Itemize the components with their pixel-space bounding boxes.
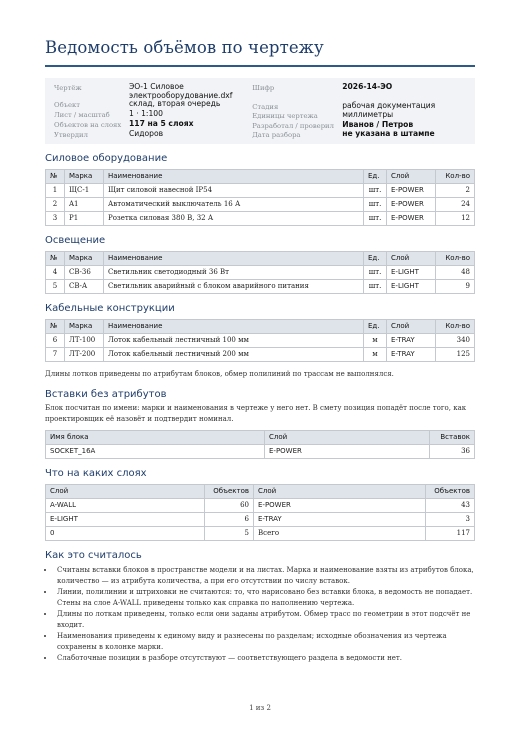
table-header-row [46, 430, 475, 444]
table-row [46, 211, 475, 225]
table-row [46, 512, 475, 526]
power-table [45, 169, 475, 226]
table-header-row [46, 169, 475, 183]
cell-mark: ЛТ-100 [65, 333, 104, 347]
cell-name: Светильник светодиодный 36 Вт [104, 265, 364, 279]
cell-no: 4 [46, 265, 65, 279]
cell-unit: шт. [364, 265, 387, 279]
cell-qty: 9 [436, 279, 475, 293]
col-header: № [46, 251, 65, 265]
cell-mark: СВ-А [65, 279, 104, 293]
cell-qty: 125 [436, 347, 475, 361]
cell-no: 3 [46, 211, 65, 225]
cell-name: Автоматический выключатель 16 А [104, 197, 364, 211]
col-header: Наименование [104, 251, 364, 265]
table-row [46, 526, 475, 540]
table-row [46, 498, 475, 512]
page-number: 1 из 2 [249, 704, 271, 712]
meta-value: рабочая документация [342, 100, 436, 110]
cell-unit: м [364, 333, 387, 347]
cell-layer: E-LIGHT [387, 279, 436, 293]
section-title-power: Силовое оборудование [45, 152, 168, 164]
cell-qty: 48 [436, 265, 475, 279]
layers-table [45, 484, 475, 541]
meta-value: 2026-14-ЭО [342, 82, 393, 91]
title-rule [45, 65, 475, 67]
col-header: Объектов [205, 484, 254, 498]
col-header: Ед. [364, 169, 387, 183]
cell-mark: СВ-36 [65, 265, 104, 279]
col-header: Вставок [430, 430, 475, 444]
method-list [45, 565, 475, 664]
col-header: Марка [65, 251, 104, 265]
cell-layer: E-LIGHT [387, 265, 436, 279]
meta-block [45, 78, 475, 144]
col-header: Кол-во [436, 319, 475, 333]
col-header: Слой [387, 251, 436, 265]
cell-name: Щит силовой навесной IP54 [104, 183, 364, 197]
col-header: Ед. [364, 319, 387, 333]
meta-key: Единицы чертежа [252, 112, 318, 120]
col-header: Слой [265, 430, 430, 444]
page-title: Ведомость объёмов по чертежу [45, 38, 324, 57]
cell-unit: шт. [364, 197, 387, 211]
cell-no: 1 [46, 183, 65, 197]
meta-right [252, 83, 466, 140]
cell-mark: P1 [65, 211, 104, 225]
noattr-table [45, 430, 475, 459]
meta-value: 117 на 5 слоях [129, 118, 194, 128]
cell-layer: 0 [46, 526, 205, 540]
meta-value: миллиметры [342, 110, 394, 119]
list-item: • Линии, полилинии и штриховки не считаются: то, что нарисовано без вставки блока, в ведомость не попадает. Стены на слое A-WALL приведены только как справка по наполнению чертежа. [55, 587, 475, 609]
cell-layer: A-WALL [46, 498, 205, 512]
section-title-cable: Кабельные конструкции [45, 302, 175, 314]
cell-no: 5 [46, 279, 65, 293]
cell-inserts: 36 [430, 444, 475, 458]
meta-key: Объектов на слоях [54, 120, 122, 129]
meta-key: Чертёж [54, 84, 82, 92]
section-title-noattr: Вставки без атрибутов [45, 388, 167, 400]
cell-layer: E-TRAY [254, 512, 426, 526]
cell-qty: 24 [436, 197, 475, 211]
table-header-row [46, 484, 475, 498]
cell-layer: E-POWER [387, 197, 436, 211]
table-header-row [46, 251, 475, 265]
cell-count: 43 [426, 498, 475, 512]
meta-key: Разработал / проверил [252, 121, 334, 130]
list-item: • Слаботочные позиции в разборе отсутствуют — соответствующего раздела в ведомости нет. [55, 653, 475, 664]
table-row [46, 333, 475, 347]
meta-value: Сидоров [129, 128, 164, 138]
list-item: • Наименования приведены к единому виду и разнесены по разделам; исходные обозначения из чертежа сохранены в колонке марки. [55, 631, 475, 653]
light-table [45, 251, 475, 294]
cell-no: 7 [46, 347, 65, 361]
section-title-light: Освещение [45, 234, 106, 246]
meta-value: склад, вторая очередь [129, 99, 221, 109]
table-header-row [46, 319, 475, 333]
cable-table [45, 319, 475, 362]
cell-count: 3 [426, 512, 475, 526]
col-header: Объектов [426, 484, 475, 498]
cell-total-label: Всего [254, 526, 426, 540]
cell-qty: 340 [436, 333, 475, 347]
cell-block-name: SOCKET_16A [46, 444, 265, 458]
table-row [46, 265, 475, 279]
meta-value: ЭО-1 Силовое электрооборудование.dxf [129, 82, 233, 100]
col-header: Наименование [104, 169, 364, 183]
col-header: Слой [387, 169, 436, 183]
meta-value: Иванов / Петров [342, 119, 414, 129]
cell-name: Лоток кабельный лестничный 200 мм [104, 347, 364, 361]
cell-unit: м [364, 347, 387, 361]
noattr-text: Блок посчитан по имени: марки и наименования в чертеже у него нет. В смету позиция попадёт после того, как проектировщик её назовёт и подтвердит номинал. [45, 403, 467, 423]
meta-key: Лист / масштаб [54, 111, 110, 120]
cell-name: Лоток кабельный лестничный 100 мм [104, 333, 364, 347]
col-header: Марка [65, 169, 104, 183]
table-row [46, 444, 475, 458]
meta-key: Дата разбора [252, 131, 301, 139]
cell-unit: шт. [364, 279, 387, 293]
col-header: Наименование [104, 319, 364, 333]
col-header: Ед. [364, 251, 387, 265]
cell-name: Светильник аварийный с блоком аварийного питания [104, 279, 364, 293]
meta-value: не указана в штампе [342, 129, 435, 138]
cell-layer: E-TRAY [387, 347, 436, 361]
cell-count: 6 [205, 512, 254, 526]
cell-no: 2 [46, 197, 65, 211]
col-header: № [46, 319, 65, 333]
meta-value: 1 · 1:100 [129, 109, 163, 119]
cell-layer: E-TRAY [387, 333, 436, 347]
cell-qty: 2 [436, 183, 475, 197]
cell-mark: ЛТ-200 [65, 347, 104, 361]
meta-key: Стадия [252, 102, 279, 111]
table-row [46, 279, 475, 293]
section-title-layers: Что на каких слоях [45, 467, 147, 479]
col-header: № [46, 169, 65, 183]
cell-mark: A1 [65, 197, 104, 211]
col-header: Имя блока [46, 430, 265, 444]
cell-layer: E-LIGHT [46, 512, 205, 526]
list-item: • Длины по лоткам приведены, только если они заданы атрибутом. Обмер трасс по геометрии в этот подсчёт не входит. [55, 609, 475, 631]
list-item: • Считаны вставки блоков в пространстве модели и на листах. Марка и наименование взяты из атрибутов блока, количество — из атрибута количества, а при его отсутствии по числу вставок. [55, 565, 475, 587]
cell-name: Розетка силовая 380 В, 32 А [104, 211, 364, 225]
section-title-method: Как это считалось [45, 549, 142, 561]
col-header: Слой [46, 484, 205, 498]
meta-key: Объект [54, 101, 81, 110]
col-header: Кол-во [436, 251, 475, 265]
meta-key: Утвердил [54, 130, 88, 139]
cell-layer: E-POWER [387, 183, 436, 197]
cell-qty: 12 [436, 211, 475, 225]
cell-layer: E-POWER [254, 498, 426, 512]
cell-unit: шт. [364, 183, 387, 197]
cell-unit: шт. [364, 211, 387, 225]
cell-total: 117 [426, 526, 475, 540]
cell-layer: E-POWER [265, 444, 430, 458]
col-header: Марка [65, 319, 104, 333]
cable-note: Длины лотков приведены по атрибутам блоков, обмер полилиний по трассам не выполнялся. [45, 369, 394, 378]
cell-count: 5 [205, 526, 254, 540]
table-row [46, 197, 475, 211]
cell-count: 60 [205, 498, 254, 512]
col-header: Кол-во [436, 169, 475, 183]
col-header: Слой [387, 319, 436, 333]
cell-mark: ЩС-1 [65, 183, 104, 197]
col-header: Слой [254, 484, 426, 498]
table-row [46, 347, 475, 361]
meta-left [54, 83, 252, 140]
cell-layer: E-POWER [387, 211, 436, 225]
table-row [46, 183, 475, 197]
cell-no: 6 [46, 333, 65, 347]
meta-key: Шифр [252, 84, 275, 92]
